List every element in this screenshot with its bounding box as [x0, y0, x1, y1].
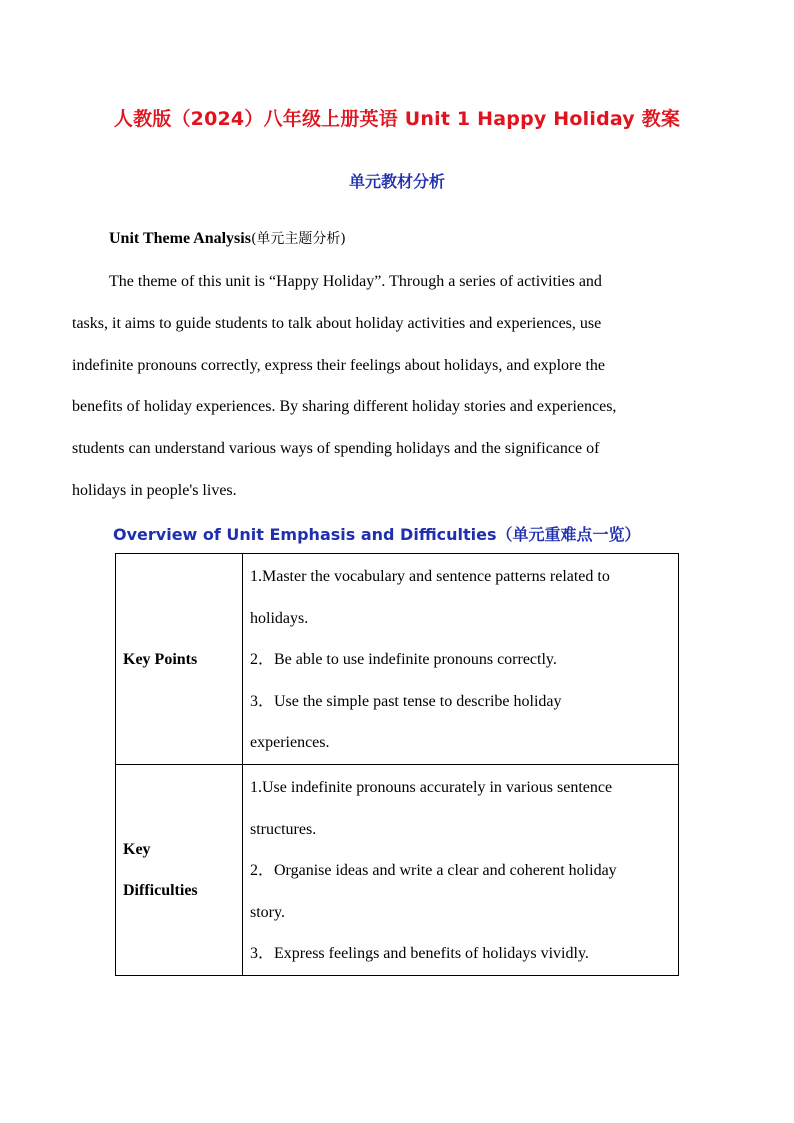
theme-paragraph-line: indefinite pronouns correctly, express their feelings about holidays, and explore the: [72, 357, 606, 374]
key-points-line: 2．Be able to use indefinite pronouns correctly.: [250, 651, 557, 669]
document-subtitle: 单元教材分析: [348, 172, 445, 191]
theme-heading: [109, 228, 346, 248]
theme-paragraph-line: holidays in people's lives.: [72, 482, 237, 499]
emphasis-table: [115, 553, 679, 976]
key-difficulties-label-line: Key: [123, 840, 151, 858]
key-difficulties-line: story.: [250, 903, 285, 921]
key-points-line: 3．Use the simple past tense to describe holiday: [250, 692, 562, 710]
key-difficulties-label: [116, 765, 243, 976]
theme-paragraph-line: The theme of this unit is “Happy Holiday”. Through a series of activities and: [109, 273, 602, 290]
theme-paragraph-line: benefits of holiday experiences. By sharing different holiday stories and experiences,: [72, 398, 617, 415]
key-points-line: experiences.: [250, 734, 330, 752]
table-row-key-difficulties: [116, 765, 679, 976]
key-points-line: 1.Master the vocabulary and sentence patterns related to: [250, 568, 610, 586]
key-difficulties-line: 3．Express feelings and benefits of holidays vividly.: [250, 945, 589, 963]
overview-heading: Overview of Unit Emphasis and Difficulties（单元重难点一览）: [113, 525, 641, 544]
key-difficulties-line: 1.Use indefinite pronouns accurately in various sentence: [250, 779, 613, 796]
theme-heading-en: Unit Theme Analysis: [109, 230, 251, 247]
key-difficulties-line: 2．Organise ideas and write a clear and coherent holiday: [250, 862, 617, 880]
key-points-label: Key Points: [116, 554, 243, 765]
theme-paragraph-line: tasks, it aims to guide students to talk about holiday activities and experiences, use: [72, 315, 602, 332]
key-points-line: holidays.: [250, 609, 309, 627]
table-row-key-points: [116, 554, 679, 765]
document-title: 人教版（2024）八年级上册英语 Unit 1 Happy Holiday 教案: [113, 108, 681, 130]
key-difficulties-line: structures.: [250, 820, 317, 838]
theme-paragraph-line: students can understand various ways of spending holidays and the significance of: [72, 440, 600, 457]
theme-heading-cn: (单元主题分析): [250, 231, 346, 247]
key-difficulties-content: [243, 765, 679, 976]
key-difficulties-label-line: Difficulties: [123, 881, 198, 899]
key-points-content: [243, 554, 679, 765]
